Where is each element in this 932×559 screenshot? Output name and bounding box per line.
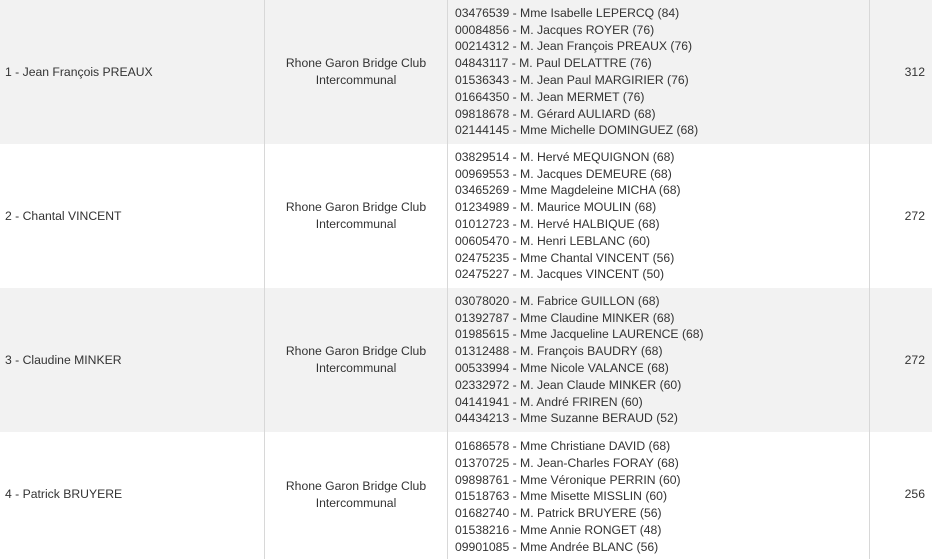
player-entry: 02475227 - M. Jacques VINCENT (50) bbox=[455, 267, 665, 282]
player-entry: 01234989 - M. Maurice MOULIN (68) bbox=[455, 200, 657, 215]
player-entry: 09898761 - Mme Véronique PERRIN (60) bbox=[455, 472, 681, 487]
club-cell bbox=[265, 288, 448, 432]
team-name: 1 - Jean François PREAUX bbox=[0, 0, 265, 144]
table-row bbox=[0, 432, 932, 559]
player-entry: 00605470 - M. Henri LEBLANC (60) bbox=[455, 233, 651, 248]
player-entry: 01370725 - M. Jean-Charles FORAY (68) bbox=[455, 455, 679, 470]
team-name: 3 - Claudine MINKER bbox=[0, 288, 265, 432]
team-score: 272 bbox=[870, 144, 932, 288]
team-name-cell bbox=[0, 432, 265, 559]
player-entry: 03476539 - Mme Isabelle LEPERCQ (84) bbox=[455, 5, 680, 20]
player-entry: 09901085 - Mme Andrée BLANC (56) bbox=[455, 539, 659, 554]
club-name-suffix: Intercommunal bbox=[315, 496, 397, 510]
player-entry: 03465269 - Mme Magdeleine MICHA (68) bbox=[455, 183, 681, 198]
team-score: 272 bbox=[870, 288, 932, 432]
players-wrap bbox=[455, 432, 869, 556]
player-entry: 03078020 - M. Fabrice GUILLON (68) bbox=[455, 293, 660, 308]
club-name-suffix: Intercommunal bbox=[315, 73, 397, 87]
player-entry: 01012723 - M. Hervé HALBIQUE (68) bbox=[455, 217, 660, 231]
table-row bbox=[0, 144, 932, 288]
player-entry: 03829514 - M. Hervé MEQUIGNON (68) bbox=[455, 149, 675, 164]
player-entry: 01312488 - M. François BAUDRY (68) bbox=[455, 344, 663, 359]
player-entry: 09818678 - M. Gérard AULIARD (68) bbox=[455, 106, 656, 121]
club-name: Rhone Garon Bridge Club bbox=[285, 200, 427, 214]
table-row bbox=[0, 0, 932, 144]
club-cell bbox=[265, 144, 448, 288]
player-entry: 01686578 - Mme Christiane DAVID (68) bbox=[455, 439, 671, 453]
team-score: 312 bbox=[870, 0, 932, 144]
club-cell bbox=[265, 0, 448, 144]
team-score-cell bbox=[870, 432, 932, 559]
player-entry: 01518763 - Mme Misette MISSLIN (60) bbox=[455, 489, 668, 504]
club-name-suffix: Intercommunal bbox=[315, 217, 397, 231]
players-cell bbox=[448, 432, 870, 559]
club-name: Rhone Garon Bridge Club bbox=[285, 479, 427, 493]
player-entry: 02475235 - Mme Chantal VINCENT (56) bbox=[455, 250, 675, 265]
player-entry: 01392787 - Mme Claudine MINKER (68) bbox=[455, 310, 675, 325]
player-entry: 01538216 - Mme Annie RONGET (48) bbox=[455, 522, 662, 537]
player-entry: 02144145 - Mme Michelle DOMINGUEZ (68) bbox=[455, 123, 699, 138]
player-entry: 00969553 - M. Jacques DEMEURE (68) bbox=[455, 166, 672, 181]
club-name: Rhone Garon Bridge Club bbox=[285, 56, 427, 70]
club-name-suffix: Intercommunal bbox=[315, 361, 397, 375]
players-cell bbox=[448, 144, 870, 288]
team-score: 256 bbox=[904, 487, 925, 501]
player-entry: 04141941 - M. André FRIREN (60) bbox=[455, 394, 643, 409]
player-entry: 00533994 - Mme Nicole VALANCE (68) bbox=[455, 361, 669, 375]
player-entry: 01985615 - Mme Jacqueline LAURENCE (68) bbox=[455, 327, 704, 342]
player-entry: 01682740 - M. Patrick BRUYERE (56) bbox=[455, 506, 662, 521]
players-cell bbox=[448, 288, 870, 432]
table-row bbox=[0, 288, 932, 432]
players-cell bbox=[448, 0, 870, 144]
player-entry: 02332972 - M. Jean Claude MINKER (60) bbox=[455, 377, 682, 392]
player-entry: 04434213 - Mme Suzanne BERAUD (52) bbox=[455, 411, 678, 426]
club-wrap bbox=[265, 432, 447, 512]
player-entry: 01536343 - M. Jean Paul MARGIRIER (76) bbox=[455, 73, 689, 87]
team-name: 2 - Chantal VINCENT bbox=[0, 144, 265, 288]
club-cell bbox=[265, 432, 448, 559]
player-entry: 00214312 - M. Jean François PREAUX (76) bbox=[455, 39, 693, 54]
team-name: 4 - Patrick BRUYERE bbox=[5, 487, 123, 501]
player-entry: 01664350 - M. Jean MERMET (76) bbox=[455, 89, 645, 104]
player-entry: 00084856 - M. Jacques ROYER (76) bbox=[455, 22, 655, 37]
player-entry: 04843117 - M. Paul DELATTRE (76) bbox=[455, 56, 652, 71]
club-name: Rhone Garon Bridge Club bbox=[285, 344, 427, 358]
